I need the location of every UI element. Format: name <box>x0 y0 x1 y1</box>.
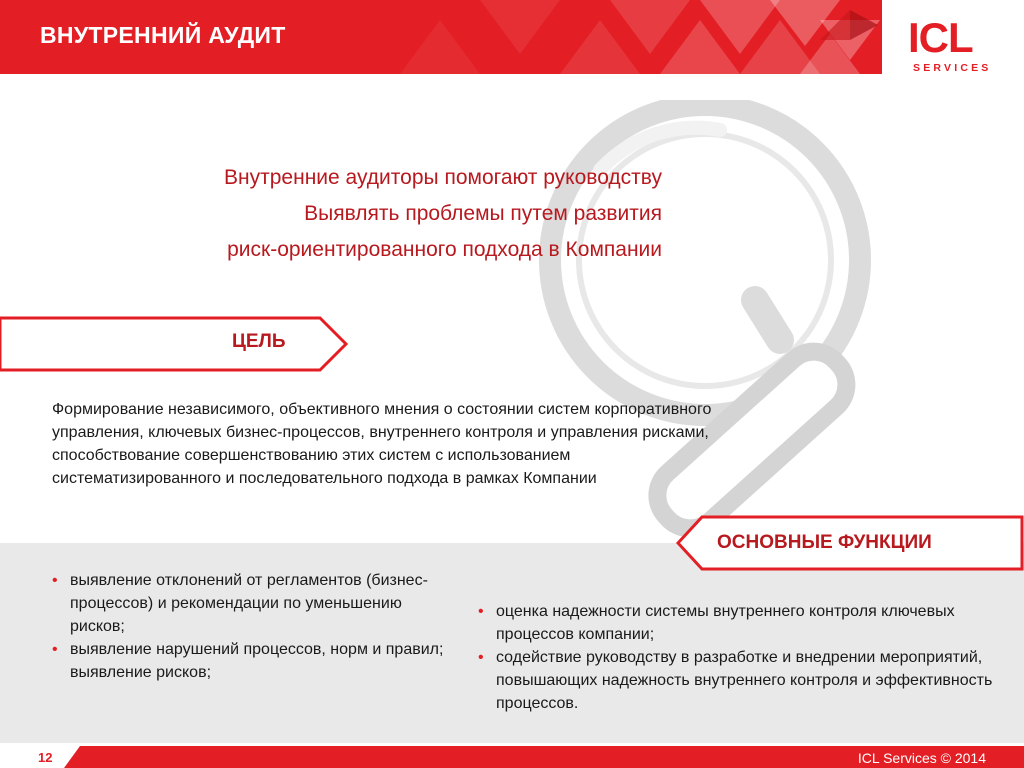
page-number: 12 <box>38 750 53 765</box>
intro-statement <box>102 160 662 268</box>
list-item: • выявление отклонений от регламентов (бизнес-процессов) и рекомендации по уменьшению рисков; <box>52 569 452 638</box>
functions-list-right <box>478 600 998 715</box>
list-item: • содействие руководству в разработке и внедрении мероприятий, повышающих надежность внутреннего контроля и эффективность процессов. <box>478 646 998 715</box>
intro-line: риск-ориентированного подхода в Компании <box>227 238 662 261</box>
list-item: • выявление нарушений процессов, норм и правил; выявление рисков; <box>52 638 452 684</box>
page-title: ВНУТРЕННИЙ АУДИТ <box>40 22 286 48</box>
copyright: ICL Services © 2014 <box>857 750 986 766</box>
functions-heading: ОСНОВНЫЕ ФУНКЦИИ <box>717 532 932 553</box>
list-item: • оценка надежности системы внутреннего контроля ключевых процессов компании; <box>478 600 998 646</box>
intro-line: Выявлять проблемы путем развития <box>304 202 662 225</box>
intro-line: Внутренние аудиторы помогают руководству <box>224 166 662 189</box>
header-bar <box>0 0 1024 74</box>
goal-heading: ЦЕЛЬ <box>232 331 286 352</box>
goal-description: Формирование независимого, объективного мнения о состоянии систем корпоративного управления, ключевых бизнес-процессов, внутреннего контроля и управления рисками, способствование совершенствованию этих систем с использованием систематизированного и последовательного подхода в рамках Компании <box>52 401 712 487</box>
logo: ICL <box>908 14 973 61</box>
functions-list-left <box>52 569 452 684</box>
goal-tag <box>0 316 350 372</box>
logo-subtitle: SERVICES <box>913 62 992 74</box>
